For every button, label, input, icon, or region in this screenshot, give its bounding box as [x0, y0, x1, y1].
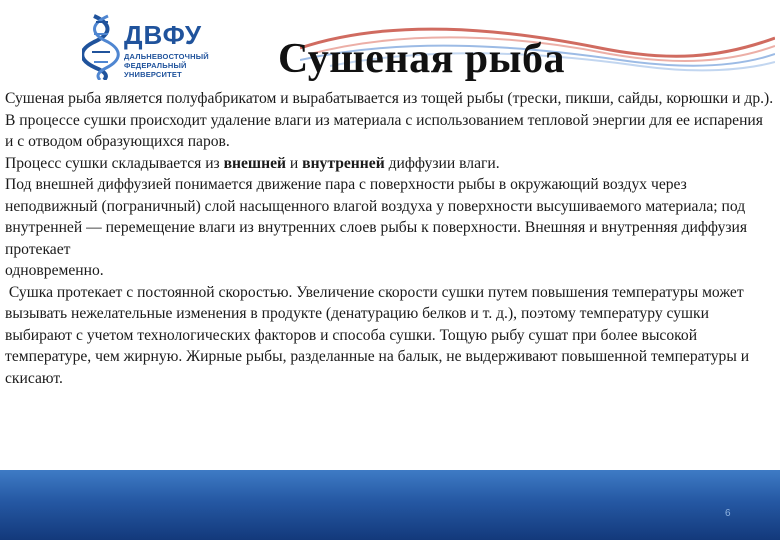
- paragraph-3-conjunction: и: [286, 154, 303, 172]
- slide-body: [5, 88, 775, 389]
- page-number: 6: [725, 508, 731, 519]
- paragraph-3-start: Процесс сушки складывается из: [5, 154, 224, 172]
- logo-abbreviation: ДВФУ: [124, 20, 203, 50]
- slide-title: Сушеная рыба: [278, 36, 565, 82]
- logo-text-line-2: ФЕДЕРАЛЬНЫЙ: [124, 61, 187, 70]
- paragraph-6: Сушка протекает с постоянной скоростью. Увеличение скорости сушки путем повышения температуры может вызывать нежелательные изменения в продукте (денатурацию белков и т. д.), поэтому температуру сушки выбирают с учетом технологических факторов и способа сушки. Тощую рыбу сушат при более высокой температуре, чем жирную. Жирные рыбы, разделанные на балык, не выдерживают повышенной температуры и скисают.: [5, 283, 753, 387]
- dna-helix-logo-icon: [82, 14, 122, 80]
- logo-text-line-3: УНИВЕРСИТЕТ: [124, 70, 182, 79]
- university-logo: [82, 14, 212, 80]
- footer-band: [0, 470, 780, 540]
- paragraph-4: Под внешней диффузией понимается движение пара с поверхности рыбы в окружающий воздух через неподвижный (пограничный) слой насыщенного влагой воздуха у поверхности высушиваемого материала; под внутренней — перемещение влаги из внутренних слоев рыбы к поверхности. Внешняя и внутренняя диффузия протекает: [5, 176, 748, 258]
- paragraph-3-end: диффузии влаги.: [384, 154, 500, 172]
- paragraph-3: [5, 153, 775, 175]
- term-internal: внутренней: [302, 154, 385, 172]
- paragraph-2: В процессе сушки происходит удаление влаги из материала с использованием тепловой энергии для ее испарения и с отводом образующихся паров.: [5, 111, 763, 150]
- paragraph-1: Сушеная рыба является полуфабрикатом и вырабатывается из тощей рыбы (трески, пикши, сайды, корюшки и др.).: [5, 90, 774, 107]
- term-external: внешней: [223, 154, 286, 172]
- paragraph-5: одновременно.: [5, 262, 104, 279]
- logo-text-line-1: ДАЛЬНЕВОСТОЧНЫЙ: [124, 52, 209, 61]
